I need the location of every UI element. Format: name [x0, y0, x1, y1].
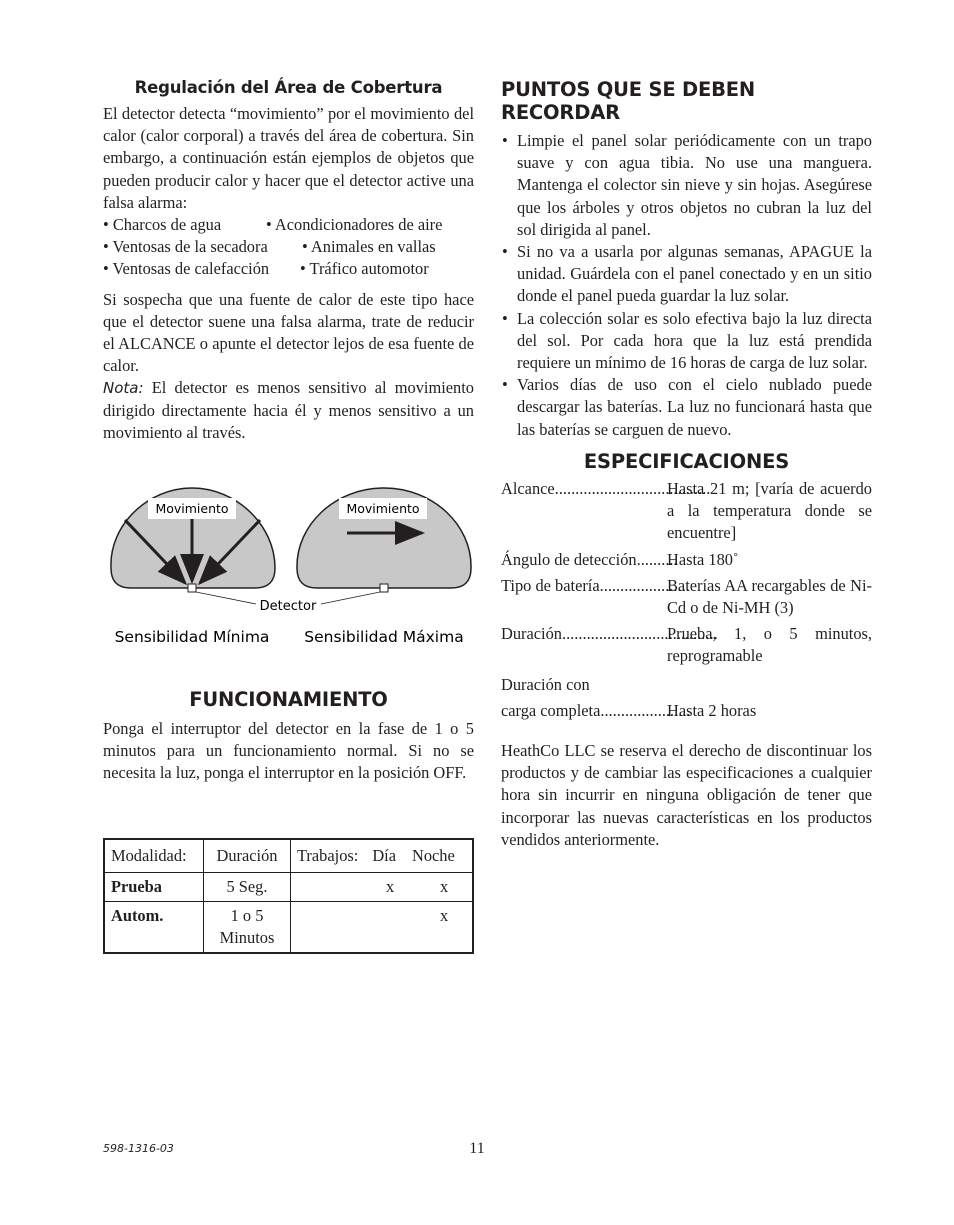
specs-title: ESPECIFICACIONES — [583, 450, 790, 473]
coverage-diagram — [103, 480, 475, 650]
table-header-row — [104, 839, 473, 873]
page-number: 11 — [469, 1140, 485, 1157]
note-text: El detector es menos sensitivo al movimiento dirigido directamente hacia él y menos sensitivo a un movimiento al través. — [103, 378, 474, 442]
specs-list — [501, 478, 872, 726]
header-duration: Duración — [204, 839, 291, 873]
spec-row: Tipo de batería...................... Baterías AA recargables de Ni-Cd o de Ni-MH (3) — [501, 575, 872, 618]
heat-source-list — [103, 214, 474, 281]
list-item: • Ventosas de la secadora • Animales en vallas — [103, 237, 436, 257]
list-item: • La colección solar es solo efectiva bajo la luz directa del sol. Por cada hora que la luz está prendida requiere un mínimo de 16 horas de carga de luz solar. — [501, 308, 872, 375]
list-item: • Ventosas de calefacción • Tráfico automotor — [103, 259, 429, 279]
movement-label: Movimiento — [346, 501, 420, 516]
note-label: Nota: — [103, 379, 144, 398]
leader-line — [196, 592, 256, 604]
header-works: Trabajos: Día Noche — [291, 839, 474, 873]
list-item: • Charcos de agua • Acondicionadores de aire — [103, 215, 443, 235]
mode-table — [103, 838, 474, 954]
caption-max: Sensibilidad Máxima — [304, 628, 464, 646]
right-column — [501, 78, 872, 441]
list-item: • Si no va a usarla por algunas semanas, APAGUE la unidad. Guárdela con el panel conectado y en un sitio donde el panel pueda guardar la luz solar. — [501, 241, 872, 308]
document-code: 598-1316-03 — [103, 1142, 174, 1155]
table-row: Prueba 5 Seg. x x — [104, 873, 473, 902]
max-sensitivity-zone — [297, 488, 471, 592]
spec-row: Duración...................................... Prueba, 1, o 5 minutos, reprogramable — [501, 624, 872, 666]
spec-row: Ángulo de detección.......... Hasta 180˚ — [501, 549, 739, 569]
coverage-note — [103, 377, 474, 444]
movement-label: Movimiento — [155, 501, 229, 516]
operation-title: FUNCIONAMIENTO — [189, 688, 388, 711]
caption-min: Sensibilidad Mínima — [114, 628, 270, 646]
left-column — [103, 78, 474, 444]
reminders-title: PUNTOS QUE SE DEBEN RECORDAR — [501, 78, 756, 124]
coverage-advice: Si sospecha que una fuente de calor de este tipo hace que el detector suene una falsa alarma, trate de reducir el ALCANCE o apunte el detector lejos de esa fuente de calor. — [103, 289, 474, 376]
header-mode: Modalidad: — [104, 839, 204, 873]
coverage-intro: El detector detecta “movimiento” por el movimiento del calor (calor corporal) a través del área de cobertura. Sin embargo, a continuación están ejemplos de objetos que pueden producir calor y hacer que el detector active una falsa alarma: — [103, 104, 474, 212]
spec-row: carga completa...................... Hasta 2 horas — [501, 700, 757, 720]
disclaimer: HeathCo LLC se reserva el derecho de discontinuar los productos y de cambiar las especificaciones a cualquier hora sin incurrir en ninguna obligación de tener que incorporar las nuevas características en los productos vendidos anteriormente. — [501, 741, 872, 849]
table-row: Autom. 1 o 5 Minutos x — [104, 902, 473, 954]
list-item: • Limpie el panel solar periódicamente con un trapo suave y con agua tibia. No use una manguera. Mantenga el colector sin nieve y sin hojas. Asegúrese que los árboles y otros objetos no cubran la luz del sol dirigida al panel. — [501, 130, 872, 241]
list-item: • Varios días de uso con el cielo nublado puede descargar las baterías. La luz no funcionará hasta que las baterías se carguen de nuevo. — [501, 374, 872, 441]
detector-icon — [188, 584, 196, 592]
leader-line — [321, 592, 380, 604]
detector-label: Detector — [259, 599, 317, 614]
coverage-diagram-svg — [103, 480, 475, 650]
coverage-title: Regulación del Área de Cobertura — [134, 78, 443, 97]
operation-text: Ponga el interruptor del detector en la fase de 1 o 5 minutos para un funcionamiento normal. Si no se necesita la luz, ponga el interruptor en la posición OFF. — [103, 719, 474, 783]
spec-full-charge-line: Duración con — [501, 674, 590, 694]
min-sensitivity-zone — [111, 488, 275, 592]
detector-icon — [380, 584, 388, 592]
spec-row: Alcance...................................... Hasta 21 m; [varía de acuerdo a la temperatura donde se encuentre] — [501, 479, 872, 543]
reminders-list — [501, 130, 872, 441]
